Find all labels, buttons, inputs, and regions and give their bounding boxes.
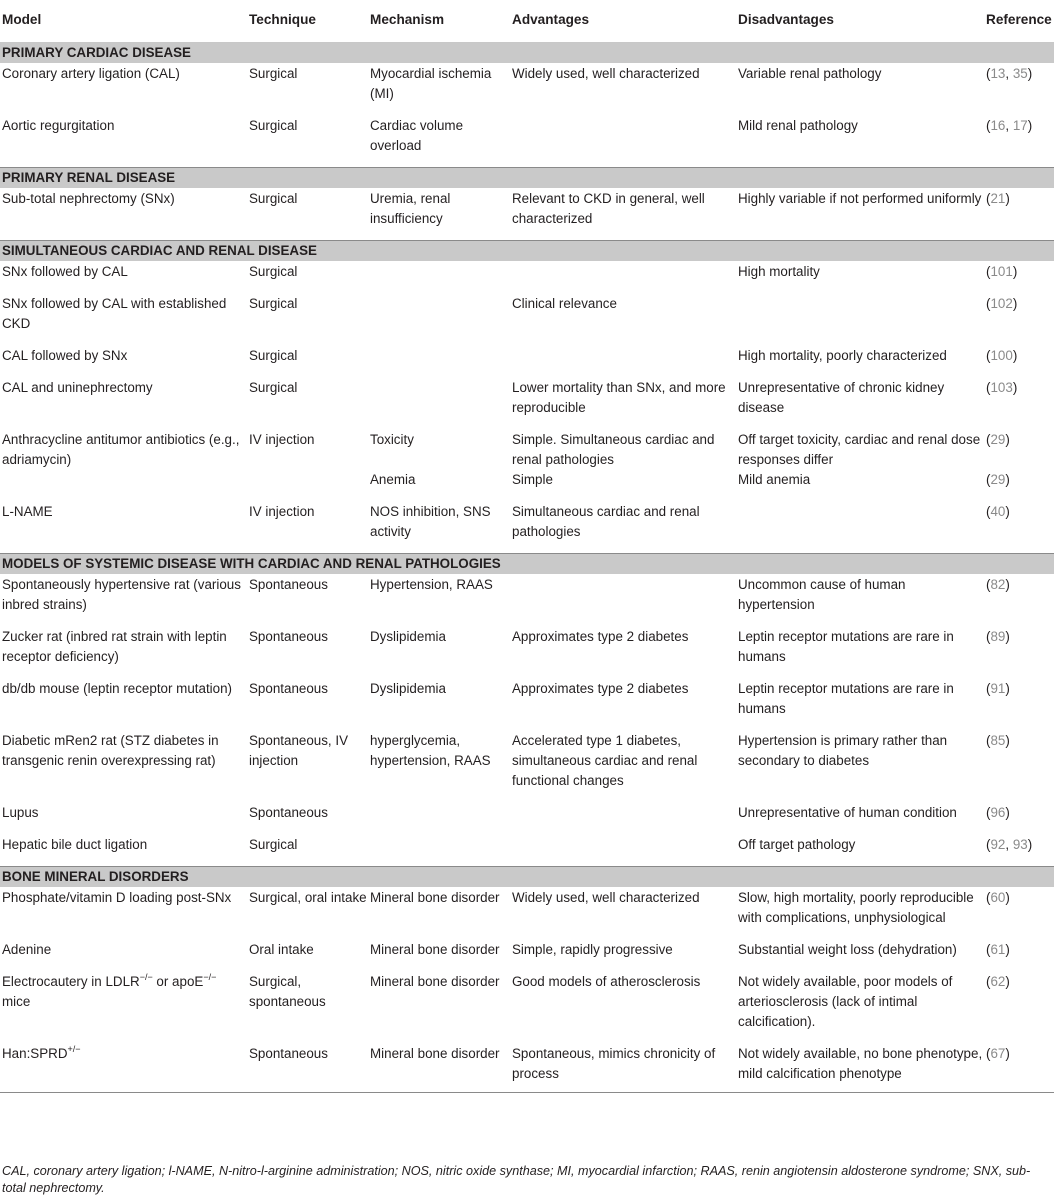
cell-reference: (40)	[986, 504, 1010, 519]
header-reference: Reference	[984, 0, 1054, 43]
cell-mechanism: NOS inhibition, SNS activity	[370, 504, 491, 539]
cell-technique: Surgical	[249, 118, 298, 133]
cell-reference: (29)	[986, 472, 1010, 487]
cell-reference: (60)	[986, 890, 1010, 905]
model-text-model: Han:SPRD	[2, 1046, 68, 1061]
table-row	[0, 971, 1054, 1043]
cell-mechanism: Toxicity	[370, 432, 414, 447]
cell-disadvantages	[736, 293, 984, 345]
cell-advantages	[510, 345, 736, 377]
cell-advantages: Simple. Simultaneous cardiac and renal pathologies	[512, 432, 715, 467]
cell-disadvantages: Mild anemia	[738, 472, 811, 487]
cell-model: CAL and uninephrectomy	[2, 380, 153, 395]
cell-advantages: Approximates type 2 diabetes	[512, 629, 689, 644]
table-row	[0, 345, 1054, 377]
cell-mechanism	[368, 377, 510, 429]
table-row	[0, 802, 1054, 834]
cell-disadvantages: Variable renal pathology	[738, 66, 882, 81]
cell-mechanism: Mineral bone disorder	[370, 890, 500, 905]
cell-advantages: Approximates type 2 diabetes	[512, 681, 689, 696]
cell-technique: Surgical	[249, 348, 298, 363]
cell-disadvantages: Unrepresentative of chronic kidney disease	[738, 380, 945, 415]
cell-disadvantages: Substantial weight loss (dehydration)	[738, 942, 957, 957]
reference-link[interactable]: 13	[990, 66, 1006, 81]
reference-link[interactable]: 40	[990, 504, 1006, 519]
cell-reference: (89)	[986, 629, 1010, 644]
model-text-model_sup: +/−	[67, 1044, 81, 1054]
reference-link[interactable]: 100	[990, 348, 1013, 363]
cell-mechanism: Mineral bone disorder	[370, 942, 500, 957]
cell-technique: Oral intake	[249, 942, 314, 957]
cell-mechanism	[368, 802, 510, 834]
cell-advantages: Relevant to CKD in general, well characterized	[512, 191, 705, 226]
reference-link[interactable]: 92	[990, 837, 1006, 852]
reference-link[interactable]: 61	[990, 942, 1006, 957]
cell-model	[0, 501, 247, 554]
cell-reference: (91)	[986, 681, 1010, 696]
model-text-model_mid: or apoE	[152, 974, 204, 989]
section-title: MODELS OF SYSTEMIC DISEASE WITH CARDIAC AND RENAL PATHOLOGIES	[0, 554, 1054, 575]
cell-technique: Surgical	[249, 380, 298, 395]
reference-link[interactable]: 85	[990, 733, 1006, 748]
cell-disadvantages	[736, 501, 984, 554]
cell-model: Lupus	[2, 805, 39, 820]
cell-disadvantages: Slow, high mortality, poorly reproducible with complications, unphysiological	[738, 890, 974, 925]
section-title: SIMULTANEOUS CARDIAC AND RENAL DISEASE	[0, 241, 1054, 262]
reference-link[interactable]: 29	[990, 472, 1006, 487]
cell-technique: Spontaneous	[249, 805, 328, 820]
cell-advantages	[510, 802, 736, 834]
model-text: L-NAME	[2, 504, 53, 519]
cell-technique: Surgical, spontaneous	[249, 974, 326, 1009]
table-body	[0, 43, 1054, 1093]
cell-advantages	[510, 261, 736, 293]
model-text-model_sup2: −/−	[203, 972, 217, 982]
header-disadvantages: Disadvantages	[736, 0, 984, 43]
cell-model	[0, 971, 247, 1043]
cell-reference: (16, 17)	[986, 118, 1033, 133]
cell-model: Aortic regurgitation	[2, 118, 115, 133]
reference-link[interactable]: 91	[990, 681, 1006, 696]
cell-model: Spontaneously hypertensive rat (various inbred strains)	[2, 577, 241, 612]
cell-advantages: Lower mortality than SNx, and more reproducible	[512, 380, 726, 415]
cell-model: SNx followed by CAL	[2, 264, 128, 279]
cell-disadvantages: Highly variable if not performed uniformly	[738, 191, 982, 206]
cell-model: Diabetic mRen2 rat (STZ diabetes in transgenic renin overexpressing rat)	[2, 733, 219, 768]
model-text-model: Electrocautery in LDLR	[2, 974, 140, 989]
cell-mechanism: Mineral bone disorder	[370, 974, 500, 989]
table-row	[0, 730, 1054, 802]
section-header-row	[0, 554, 1054, 575]
reference-link[interactable]: 89	[990, 629, 1006, 644]
reference-link[interactable]: 60	[990, 890, 1006, 905]
cell-technique: IV injection	[249, 432, 315, 447]
cell-technique: Spontaneous	[249, 629, 328, 644]
header-model: Model	[0, 0, 247, 43]
cell-reference: (100)	[986, 348, 1018, 363]
cell-reference: (13, 35)	[986, 66, 1033, 81]
cell-advantages: Simple, rapidly progressive	[512, 942, 673, 957]
cell-reference: (21)	[986, 191, 1010, 206]
reference-link[interactable]: 82	[990, 577, 1006, 592]
cell-reference: (62)	[986, 974, 1010, 989]
cell-model: Hepatic bile duct ligation	[2, 837, 148, 852]
cell-model: db/db mouse (leptin receptor mutation)	[2, 681, 232, 696]
cell-technique: Surgical	[249, 191, 298, 206]
section-header-row	[0, 867, 1054, 888]
reference-link[interactable]: 62	[990, 974, 1006, 989]
cell-advantages: Simultaneous cardiac and renal pathologies	[512, 504, 700, 539]
reference-link[interactable]: 17	[1012, 118, 1028, 133]
cell-disadvantages: Off target toxicity, cardiac and renal dose responses differ	[738, 432, 981, 467]
cell-technique: Spontaneous	[249, 577, 328, 592]
header-row	[0, 0, 1054, 43]
cell-advantages: Spontaneous, mimics chronicity of process	[510, 1043, 736, 1093]
cell-disadvantages: Unrepresentative of human condition	[738, 805, 957, 820]
cell-technique: Surgical	[249, 837, 298, 852]
section-title: BONE MINERAL DISORDERS	[0, 867, 1054, 888]
model-text-model_sup: −/−	[139, 972, 153, 982]
section-header-row	[0, 43, 1054, 64]
cell-model	[0, 470, 247, 501]
cell-disadvantages: Hypertension is primary rather than secondary to diabetes	[738, 733, 948, 768]
cell-advantages	[510, 115, 736, 168]
cell-mechanism	[368, 293, 510, 345]
cell-technique: Surgical	[249, 264, 298, 279]
cell-disadvantages: Not widely available, poor models of arteriosclerosis (lack of intimal calcification).	[738, 974, 953, 1029]
cell-reference: (29)	[986, 432, 1010, 447]
cell-model: Adenine	[2, 942, 52, 957]
reference-link[interactable]: 96	[990, 805, 1006, 820]
reference-link[interactable]: 16	[990, 118, 1006, 133]
cell-mechanism: hyperglycemia, hypertension, RAAS	[370, 733, 491, 768]
table-row	[0, 501, 1054, 554]
cell-technique: Surgical, oral intake	[249, 890, 367, 905]
section-header-row	[0, 168, 1054, 189]
cell-model: SNx followed by CAL with established CKD	[2, 296, 227, 331]
table-row	[0, 115, 1054, 168]
cell-model: Coronary artery ligation (CAL)	[2, 66, 180, 81]
cell-advantages: Widely used, well characterized	[512, 890, 700, 905]
cell-advantages: Good models of atherosclerosis	[512, 974, 701, 989]
cell-reference: (101)	[986, 264, 1018, 279]
reference-link[interactable]: 29	[990, 432, 1006, 447]
reference-link[interactable]: 35	[1012, 66, 1028, 81]
reference-link[interactable]: 21	[990, 191, 1006, 206]
cell-model: Anthracycline antitumor antibiotics (e.g., adriamycin)	[2, 432, 240, 467]
cell-technique: Spontaneous, IV injection	[249, 733, 349, 768]
cell-model	[0, 1043, 247, 1093]
cell-advantages: Simple	[512, 472, 553, 487]
table-row	[0, 188, 1054, 241]
cell-reference: (92, 93)	[986, 837, 1033, 852]
section-title: PRIMARY RENAL DISEASE	[0, 168, 1054, 189]
cell-reference: (96)	[986, 805, 1010, 820]
reference-link[interactable]: 93	[1012, 837, 1028, 852]
cell-reference: (61)	[986, 942, 1010, 957]
cell-disadvantages: High mortality, poorly characterized	[738, 348, 947, 363]
reference-link[interactable]: 67	[990, 1046, 1006, 1061]
cell-disadvantages: Leptin receptor mutations are rare in humans	[738, 681, 954, 716]
header-technique: Technique	[247, 0, 368, 43]
table-row	[0, 429, 1054, 470]
cell-mechanism: Anemia	[370, 472, 416, 487]
table-row	[0, 63, 1054, 115]
cell-mechanism: Dyslipidemia	[370, 629, 446, 644]
cell-mechanism: Mineral bone disorder	[368, 1043, 510, 1093]
cell-technique	[247, 470, 368, 501]
cell-disadvantages: Uncommon cause of human hypertension	[738, 577, 906, 612]
cell-disadvantages: Not widely available, no bone phenotype, mild calcification phenotype	[736, 1043, 984, 1093]
model-text-model_end: mice	[2, 994, 31, 1009]
cell-advantages: Accelerated type 1 diabetes, simultaneous cardiac and renal functional changes	[512, 733, 698, 788]
table-row	[0, 887, 1054, 939]
cell-technique: Surgical	[249, 296, 298, 311]
cell-mechanism: Uremia, renal insufficiency	[370, 191, 451, 226]
cell-mechanism	[368, 834, 510, 867]
section-title: PRIMARY CARDIAC DISEASE	[0, 43, 1054, 64]
table-row	[0, 626, 1054, 678]
header-advantages: Advantages	[510, 0, 736, 43]
cell-mechanism: Hypertension, RAAS	[370, 577, 493, 592]
reference-link[interactable]: 102	[990, 296, 1013, 311]
table-row	[0, 293, 1054, 345]
cell-reference: (67)	[984, 1043, 1054, 1093]
table-row	[0, 939, 1054, 971]
cell-disadvantages: High mortality	[738, 264, 820, 279]
table-row	[0, 377, 1054, 429]
cell-mechanism: Dyslipidemia	[370, 681, 446, 696]
cell-advantages: Clinical relevance	[512, 296, 617, 311]
cell-model: CAL followed by SNx	[2, 348, 128, 363]
cell-disadvantages: Mild renal pathology	[738, 118, 858, 133]
cell-model: Zucker rat (inbred rat strain with leptin receptor deficiency)	[2, 629, 227, 664]
cell-mechanism: Myocardial ischemia (MI)	[370, 66, 492, 101]
cell-reference: (103)	[986, 380, 1018, 395]
cell-technique: Spontaneous	[249, 681, 328, 696]
cell-mechanism: Cardiac volume overload	[370, 118, 464, 153]
cell-reference: (102)	[986, 296, 1018, 311]
header-mechanism: Mechanism	[368, 0, 510, 43]
cell-technique: Spontaneous	[247, 1043, 368, 1093]
cell-model: Sub-total nephrectomy (SNx)	[2, 191, 175, 206]
cell-technique: Surgical	[249, 66, 298, 81]
cell-model: Phosphate/vitamin D loading post-SNx	[2, 890, 232, 905]
table-row	[0, 834, 1054, 867]
cell-mechanism	[368, 261, 510, 293]
reference-link[interactable]: 101	[990, 264, 1013, 279]
table-row	[0, 470, 1054, 501]
table-row	[0, 574, 1054, 626]
reference-link[interactable]: 103	[990, 380, 1013, 395]
cell-technique: IV injection	[249, 504, 315, 519]
table-row	[0, 678, 1054, 730]
cell-mechanism	[368, 345, 510, 377]
section-header-row	[0, 241, 1054, 262]
cell-reference: (82)	[986, 577, 1010, 592]
table-footnote: CAL, coronary artery ligation; l-NAME, N-nitro-l-arginine administration; NOS, nitric oxide synthase; MI, myocardial infarction; RAAS, renin angiotensin aldosterone syndrome; SNX, sub-total nephrectomy.	[2, 1164, 1031, 1195]
cell-reference: (85)	[986, 733, 1010, 748]
cell-disadvantages: Off target pathology	[738, 837, 856, 852]
cell-disadvantages: Leptin receptor mutations are rare in humans	[738, 629, 954, 664]
cell-advantages: Widely used, well characterized	[512, 66, 700, 81]
cell-advantages	[510, 834, 736, 867]
table-row	[0, 261, 1054, 293]
cell-advantages	[510, 574, 736, 626]
table-row	[0, 1043, 1054, 1093]
